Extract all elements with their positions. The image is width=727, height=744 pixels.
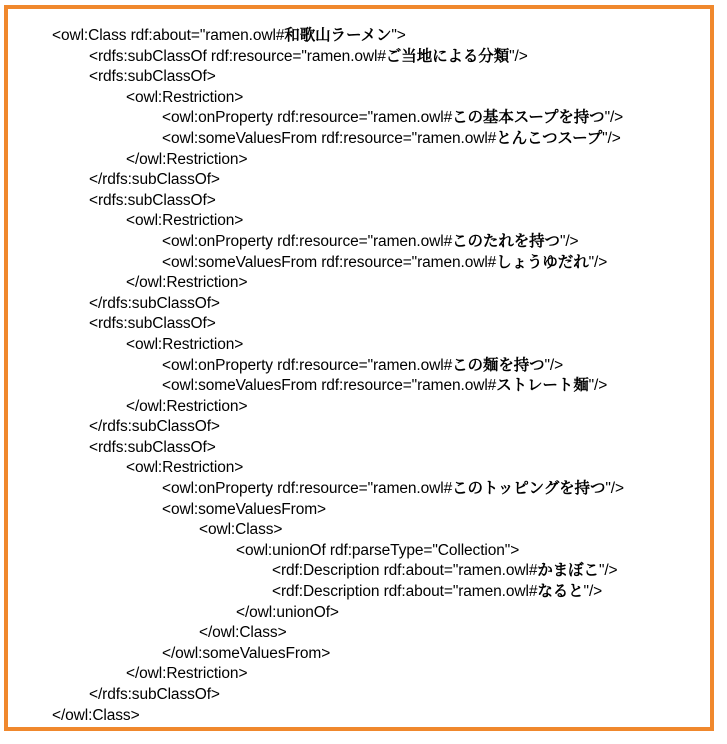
code-line <box>52 129 624 150</box>
code-markup: <owl:Class rdf:about="ramen.owl# <box>52 27 285 44</box>
code-markup: <owl:onProperty rdf:resource="ramen.owl# <box>162 480 453 498</box>
code-line <box>52 644 624 665</box>
code-line <box>52 294 624 315</box>
code-markup: <rdfs:subClassOf> <box>89 68 216 86</box>
code-markup: <rdfs:subClassOf> <box>89 438 216 456</box>
code-markup: </owl:Class> <box>199 624 287 642</box>
code-line <box>52 170 624 191</box>
code-markup: <owl:onProperty rdf:resource="ramen.owl# <box>162 109 453 127</box>
code-line <box>52 191 624 212</box>
code-markup: "/> <box>605 480 624 498</box>
code-markup: <owl:someValuesFrom rdf:resource="ramen.owl# <box>162 253 497 271</box>
code-line <box>52 26 624 47</box>
code-line <box>52 561 624 582</box>
code-markup: "/> <box>583 583 603 601</box>
code-markup: <owl:Restriction> <box>126 88 244 106</box>
code-line <box>52 685 624 706</box>
code-line <box>52 108 624 129</box>
resource-name: 和歌山ラーメン <box>284 27 392 44</box>
code-markup: <rdfs:subClassOf> <box>89 191 216 209</box>
code-markup: </owl:Restriction> <box>126 397 248 415</box>
code-markup: </rdfs:subClassOf> <box>89 686 220 703</box>
resource-name: このたれを持つ <box>452 232 560 250</box>
code-line <box>52 150 624 171</box>
code-line <box>52 500 624 521</box>
code-line <box>52 417 624 438</box>
code-markup: <rdfs:subClassOf rdf:resource="ramen.owl# <box>89 47 386 65</box>
code-line <box>52 479 624 500</box>
code-line <box>52 438 624 459</box>
code-line <box>52 541 624 562</box>
code-markup: "/> <box>604 109 624 127</box>
code-markup: <owl:unionOf rdf:parseType="Collection"> <box>236 541 520 559</box>
code-markup: <rdf:Description rdf:about="ramen.owl# <box>272 562 538 580</box>
code-markup: <owl:someValuesFrom rdf:resource="ramen.owl# <box>162 129 497 147</box>
code-markup: <rdfs:subClassOf> <box>89 315 216 333</box>
resource-name: ストレート麺 <box>496 377 589 395</box>
code-markup: </rdfs:subClassOf> <box>89 294 220 312</box>
code-line <box>52 211 624 232</box>
code-markup: "/> <box>559 232 579 250</box>
code-markup: </owl:Restriction> <box>126 665 248 683</box>
code-line <box>52 67 624 88</box>
code-markup: </owl:Class> <box>52 706 140 724</box>
owl-code-listing <box>52 26 624 726</box>
code-markup: "> <box>391 27 406 44</box>
code-markup: </rdfs:subClassOf> <box>89 418 220 436</box>
code-markup: </owl:someValuesFrom> <box>162 644 331 662</box>
code-markup: <owl:someValuesFrom rdf:resource="ramen.owl# <box>162 377 497 395</box>
code-line <box>52 603 624 624</box>
code-line <box>52 335 624 356</box>
code-line <box>52 706 624 727</box>
code-markup: "/> <box>598 562 618 580</box>
code-markup: <owl:Restriction> <box>126 459 244 477</box>
code-markup: <owl:someValuesFrom> <box>162 500 326 518</box>
code-markup: </owl:unionOf> <box>236 603 339 621</box>
code-listing-frame <box>4 5 714 731</box>
code-line <box>52 582 624 603</box>
code-line <box>52 520 624 541</box>
resource-name: ご当地による分類 <box>385 47 510 65</box>
code-markup: </owl:Restriction> <box>126 150 248 168</box>
code-line <box>52 376 624 397</box>
code-line <box>52 232 624 253</box>
code-markup: "/> <box>509 47 528 65</box>
code-markup: <owl:onProperty rdf:resource="ramen.owl# <box>162 356 453 374</box>
code-markup: <owl:onProperty rdf:resource="ramen.owl# <box>162 232 453 250</box>
resource-name: とんこつスープ <box>496 129 603 147</box>
code-markup: "/> <box>602 129 621 147</box>
resource-name: なると <box>537 583 584 601</box>
code-markup: "/> <box>544 356 564 374</box>
resource-name: しょうゆだれ <box>496 253 589 271</box>
resource-name: このトッピングを持つ <box>452 480 606 498</box>
code-line <box>52 253 624 274</box>
resource-name: かまぼこ <box>537 562 599 580</box>
code-markup: <owl:Class> <box>199 521 283 539</box>
resource-name: この麺を持つ <box>452 356 545 374</box>
code-line <box>52 47 624 68</box>
code-markup: </rdfs:subClassOf> <box>89 171 220 189</box>
code-markup: <owl:Restriction> <box>126 335 244 353</box>
code-line <box>52 356 624 377</box>
code-line <box>52 458 624 479</box>
code-markup: "/> <box>588 253 608 271</box>
code-line <box>52 664 624 685</box>
code-line <box>52 623 624 644</box>
code-line <box>52 88 624 109</box>
code-markup: <rdf:Description rdf:about="ramen.owl# <box>272 583 538 601</box>
code-line <box>52 314 624 335</box>
resource-name: この基本スープを持つ <box>452 109 605 127</box>
code-line <box>52 273 624 294</box>
code-markup: "/> <box>588 377 608 395</box>
code-line <box>52 397 624 418</box>
code-markup: <owl:Restriction> <box>126 212 244 230</box>
code-markup: </owl:Restriction> <box>126 274 248 292</box>
